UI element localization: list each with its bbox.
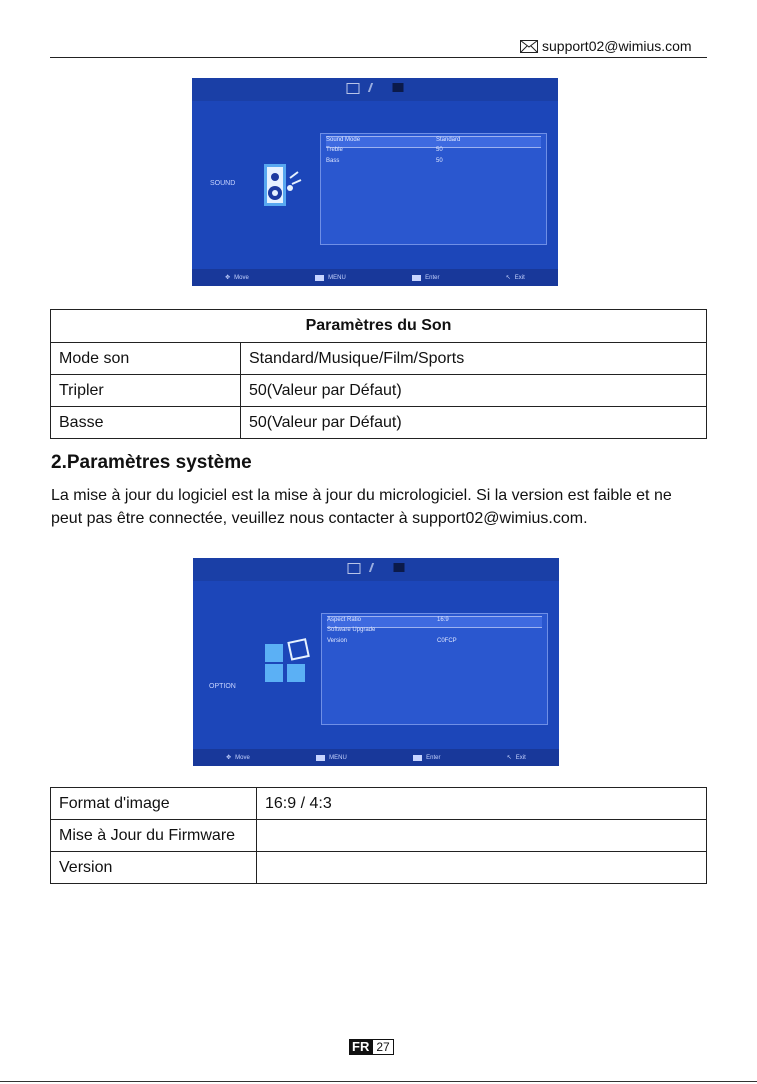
system-settings-table	[50, 787, 707, 884]
option-menu-screenshot	[193, 558, 559, 766]
header-email	[520, 38, 692, 54]
section-paragraph	[51, 484, 711, 530]
tv-hint-bar	[192, 269, 558, 286]
hint-exit	[506, 274, 525, 281]
hint-label: MENU	[328, 274, 346, 281]
hint-menu	[315, 275, 346, 281]
hint-label: Enter	[425, 274, 440, 281]
option-row-version[interactable]	[327, 638, 542, 648]
sound-row-bass[interactable]	[326, 158, 541, 168]
value-cell	[257, 852, 707, 884]
tv-top-bar	[193, 558, 559, 581]
menu-name: SOUND	[210, 180, 236, 187]
menu-key-icon	[316, 755, 325, 761]
table-row	[51, 407, 707, 439]
hint-enter	[413, 755, 440, 761]
hint-label: MENU	[329, 754, 347, 761]
param-cell: Format d'image	[51, 788, 257, 820]
row-value: 50	[436, 158, 443, 164]
tv-hint-bar	[193, 749, 559, 766]
exit-icon: ↖	[505, 275, 511, 281]
row-value: 16:9	[437, 617, 449, 623]
hint-move	[226, 754, 250, 761]
paragraph-line: La mise à jour du logiciel est la mise à jour du micrologiciel. Si la version est faible et ne	[51, 487, 672, 504]
table-row	[51, 820, 707, 852]
hint-label: Move	[235, 754, 250, 761]
value-cell	[257, 820, 707, 852]
param-cell: Mode son	[51, 343, 241, 375]
header-divider	[50, 57, 707, 58]
row-label: Software Upgrade	[327, 627, 376, 633]
enter-key-icon	[413, 755, 422, 761]
hint-label: Enter	[426, 754, 441, 761]
table-row	[51, 788, 707, 820]
sound-settings-panel	[320, 133, 547, 245]
note-tab-icon	[368, 83, 384, 92]
row-value: Standard	[436, 137, 461, 143]
move-arrows-icon: ✥	[225, 275, 231, 281]
hint-label: Move	[234, 274, 249, 281]
menu-key-icon	[315, 275, 324, 281]
hint-exit	[507, 754, 526, 761]
table-row	[51, 852, 707, 884]
row-label: Aspect Ratio	[327, 617, 362, 623]
paragraph-line: peut pas être connectée, veuillez nous contacter à support02@wimius.com.	[51, 510, 588, 527]
option-settings-panel	[321, 613, 548, 725]
hint-move	[225, 274, 249, 281]
sound-settings-table	[50, 309, 707, 439]
option-icon	[265, 638, 315, 684]
param-cell: Tripler	[51, 375, 241, 407]
note-tab-icon	[369, 563, 385, 572]
hint-enter	[412, 275, 439, 281]
value-cell: 50(Valeur par Défaut)	[241, 375, 707, 407]
param-cell: Version	[51, 852, 257, 884]
row-label: Version	[327, 638, 348, 644]
row-value: C0FCP	[437, 638, 457, 644]
hint-label: Exit	[514, 274, 525, 281]
row-label: Treble	[326, 147, 343, 153]
table-row	[51, 375, 707, 407]
sound-tab-icon	[393, 83, 404, 92]
table-row	[51, 343, 707, 375]
move-arrows-icon: ✥	[226, 755, 232, 761]
section-heading: 2.Paramètres système	[51, 452, 252, 473]
header-email-text: support02@wimius.com	[542, 38, 692, 54]
picture-tab-icon	[348, 563, 361, 574]
sound-row-treble[interactable]	[326, 147, 541, 157]
sound-menu-screenshot	[192, 78, 558, 286]
table-title: Paramètres du Son	[51, 310, 707, 343]
param-cell: Basse	[51, 407, 241, 439]
row-label: Sound Mode	[326, 137, 361, 143]
exit-icon: ↖	[506, 755, 512, 761]
option-tab-icon	[394, 563, 405, 572]
picture-tab-icon	[347, 83, 360, 94]
hint-menu	[316, 755, 347, 761]
language-badge: FR	[349, 1039, 372, 1055]
option-row-upgrade[interactable]	[327, 627, 542, 637]
envelope-icon	[520, 40, 538, 53]
page-footer	[349, 1039, 394, 1055]
page-number: 27	[372, 1039, 393, 1055]
value-cell: 50(Valeur par Défaut)	[241, 407, 707, 439]
value-cell: 16:9 / 4:3	[257, 788, 707, 820]
speaker-icon	[264, 164, 310, 208]
hint-label: Exit	[515, 754, 526, 761]
value-cell: Standard/Musique/Film/Sports	[241, 343, 707, 375]
row-label: Bass	[326, 158, 340, 164]
tv-top-bar	[192, 78, 558, 101]
row-value: 50	[436, 147, 443, 153]
menu-name: OPTION	[209, 683, 236, 690]
bottom-divider	[0, 1081, 757, 1082]
enter-key-icon	[412, 275, 421, 281]
param-cell: Mise à Jour du Firmware	[51, 820, 257, 852]
